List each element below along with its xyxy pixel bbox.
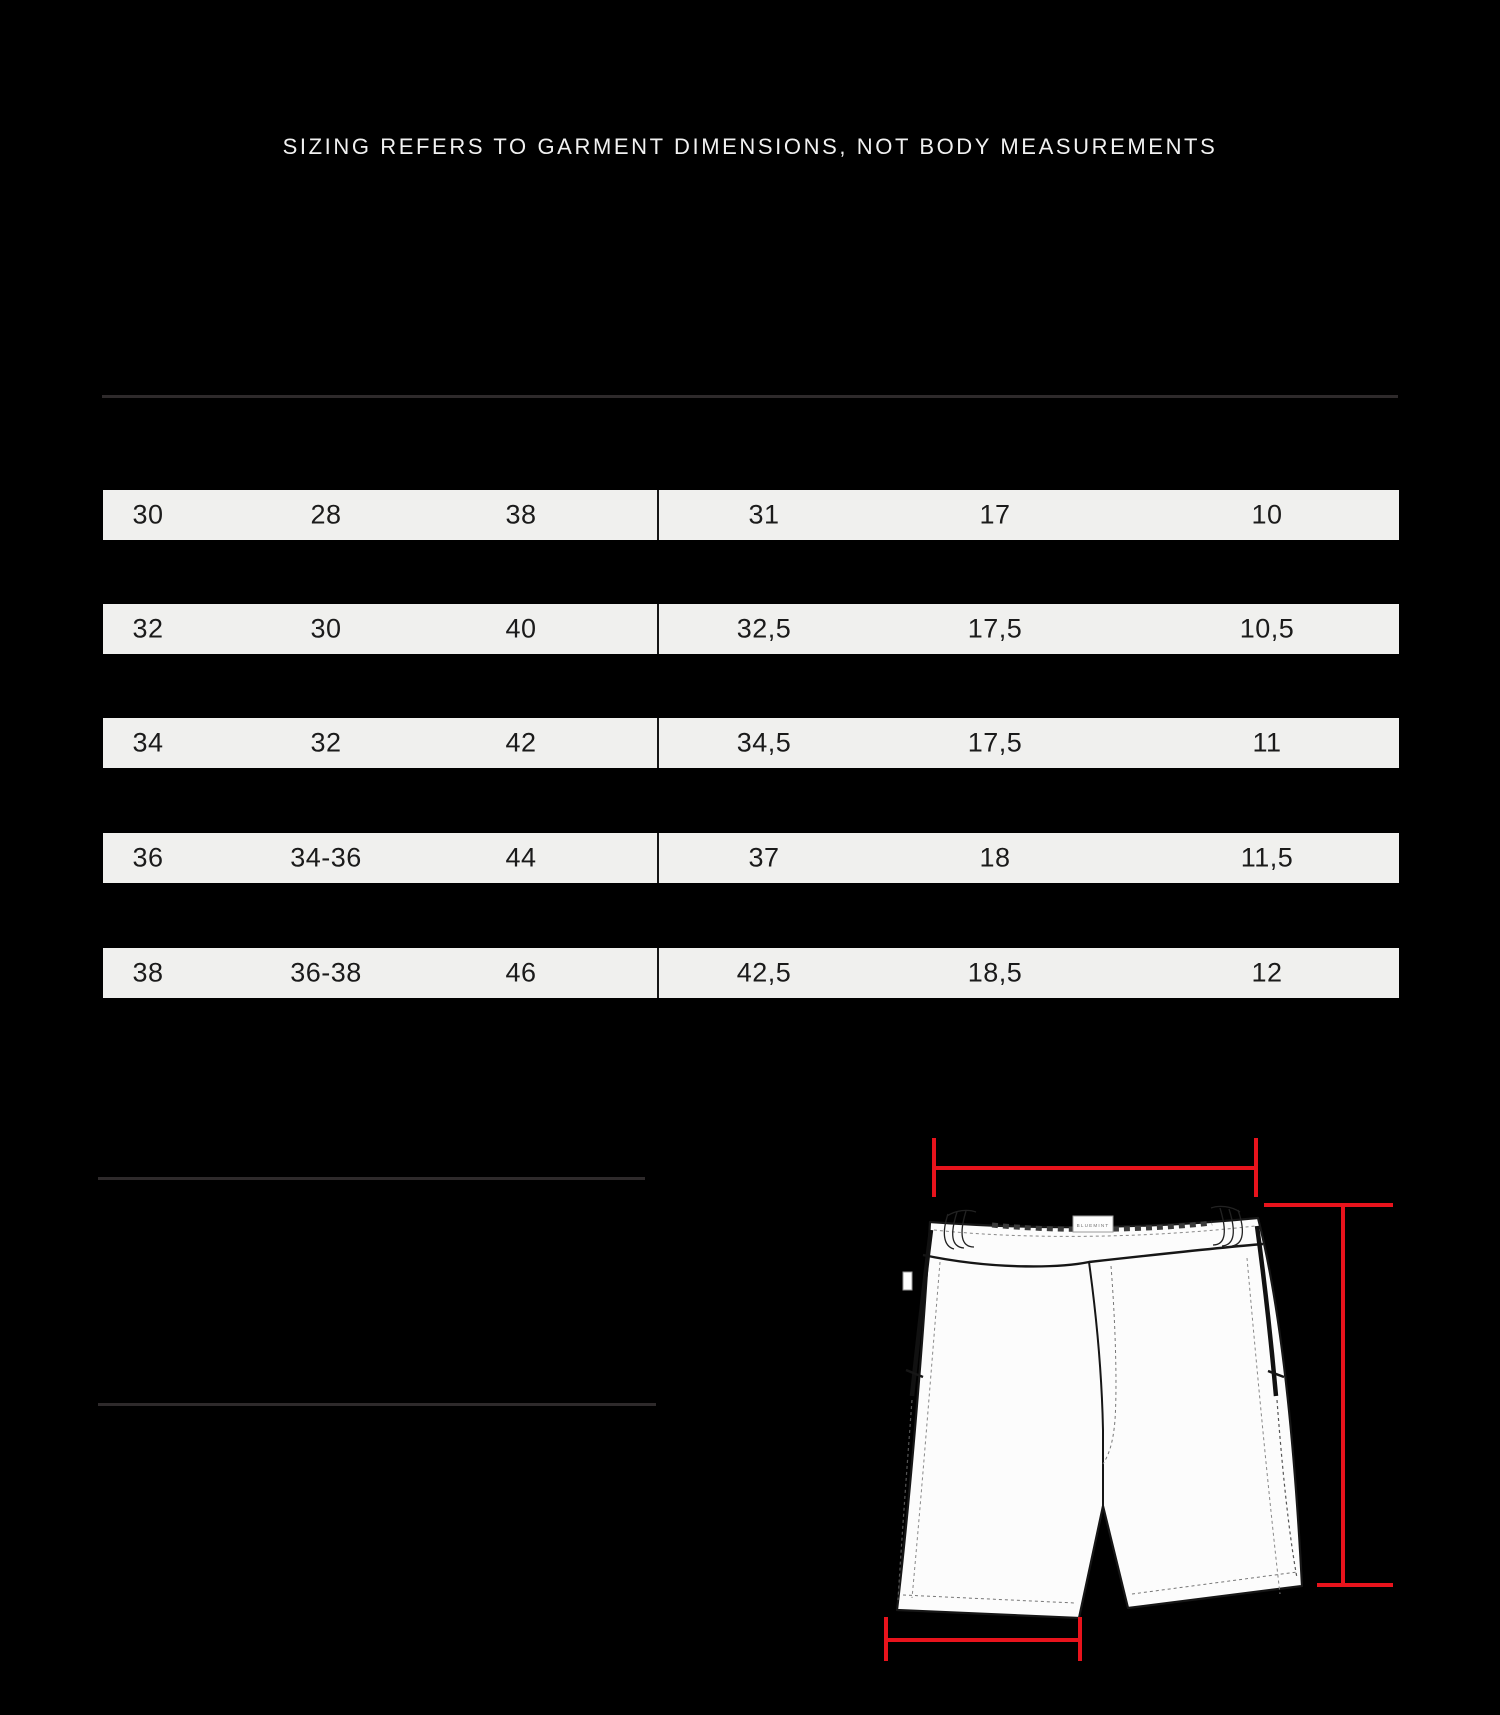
table-cell: 46 (505, 957, 537, 988)
table-cell: 34 (132, 727, 164, 758)
table-cell: 18 (979, 842, 1011, 873)
table-cell: 37 (748, 842, 780, 873)
shorts-drawing (897, 1206, 1302, 1618)
table-cell: 36-38 (290, 957, 362, 988)
table-row (103, 718, 1399, 768)
legend-bottom-rule (98, 1403, 656, 1406)
table-column-divider (657, 604, 659, 654)
table-cell: 38 (505, 499, 537, 530)
table-column-divider (657, 490, 659, 540)
table-cell: 44 (505, 842, 537, 873)
table-cell: 12 (1251, 957, 1283, 988)
table-cell: 42,5 (736, 957, 792, 988)
table-cell: 11,5 (1240, 842, 1294, 873)
table-top-rule (102, 395, 1398, 398)
table-cell: 28 (310, 499, 342, 530)
svg-text:BLUEMINT: BLUEMINT (1076, 1223, 1110, 1228)
page-title: SIZING REFERS TO GARMENT DIMENSIONS, NOT BODY MEASUREMENTS (282, 134, 1218, 159)
table-cell: 34,5 (736, 727, 792, 758)
table-row (103, 948, 1399, 998)
table-cell: 18,5 (967, 957, 1023, 988)
table-cell: 17,5 (967, 727, 1023, 758)
table-cell: 36 (132, 842, 164, 873)
table-cell: 34-36 (290, 842, 362, 873)
table-cell: 10 (1251, 499, 1283, 530)
table-cell: 32 (310, 727, 342, 758)
leg-opening-measure-line (886, 1617, 1080, 1661)
table-cell: 32,5 (736, 613, 792, 644)
table-row (103, 490, 1399, 540)
table-cell: 17,5 (967, 613, 1023, 644)
brand-label (1073, 1216, 1113, 1232)
legend-top-rule (98, 1177, 645, 1180)
table-cell: 30 (310, 613, 342, 644)
table-row (103, 604, 1399, 654)
table-cell: 40 (505, 613, 537, 644)
table-column-divider (657, 833, 659, 883)
table-column-divider (657, 948, 659, 998)
table-cell: 11 (1252, 727, 1282, 758)
table-cell: 42 (505, 727, 537, 758)
table-column-divider (657, 718, 659, 768)
table-cell: 38 (132, 957, 164, 988)
table-cell: 32 (132, 613, 164, 644)
table-row (103, 833, 1399, 883)
table-cell: 30 (132, 499, 164, 530)
waist-width-measure-line (934, 1138, 1256, 1197)
table-cell: 17 (979, 499, 1011, 530)
shorts-measurement-diagram (850, 1100, 1450, 1710)
table-cell: 31 (748, 499, 780, 530)
table-cell: 10,5 (1239, 613, 1295, 644)
